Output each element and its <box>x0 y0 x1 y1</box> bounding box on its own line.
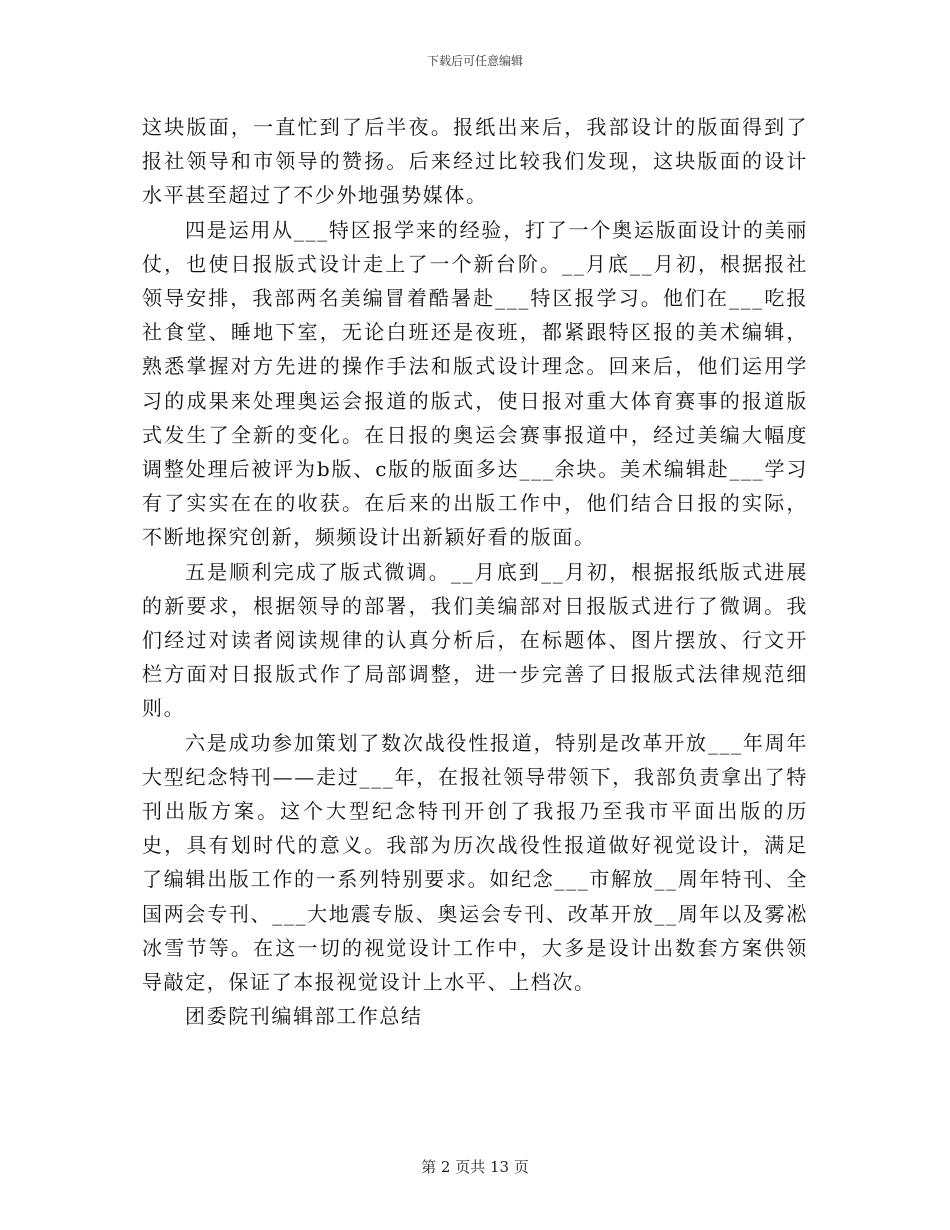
paragraph-point-five: 五是顺利完成了版式微调。__月底到__月初，根据报纸版式进展的新要求，根据领导的部署，我们美编部对日报版式进行了微调。我们经过对读者阅读规律的认真分析后，在标题体、图片摆放、行文开栏方面对日报版式作了局部调整，进一步完善了日报版式法律规范细则。 <box>142 559 808 721</box>
paragraph-continuation: 这块版面，一直忙到了后半夜。报纸出来后，我部设计的版面得到了报社领导和市领导的赞扬。后来经过比较我们发现，这块版面的设计水平甚至超过了不少外地强势媒体。 <box>142 115 808 208</box>
paragraph-point-four: 四是运用从___特区报学来的经验，打了一个奥运版面设计的美丽仗，也使日报版式设计走上了一个新台阶。__月底__月初，根据报社领导安排，我部两名美编冒着酷暑赴___特区报学习。他们在___吃报社食堂、睡地下室，无论白班还是夜班，都紧跟特区报的美术编辑，熟悉掌握对方先进的操作手法和版式设计理念。回来后，他们运用学习的成果来处理奥运会报道的版式，使日报对重大体育赛事的报道版式发生了全新的变化。在日报的奥运会赛事报道中，经过美编大幅度调整处理后被评为b版、c版的版面多达___余块。美术编辑赴___学习有了实实在在的收获。在后来的出版工作中，他们结合日报的实际，不断地探究创新，频频设计出新颖好看的版面。 <box>142 217 808 550</box>
page-header: 下载后可任意编辑 <box>426 54 523 68</box>
section-title: 团委院刊编辑部工作总结 <box>185 1004 423 1029</box>
document-body <box>142 110 808 1033</box>
page-number: 第 2 页共 13 页 <box>421 1158 529 1176</box>
paragraph-point-six: 六是成功参加策划了数次战役性报道，特别是改革开放___年周年大型纪念特刊——走过___年，在报社领导带领下，我部负责拿出了特刊出版方案。这个大型纪念特刊开创了我报乃至我市平面出版的历史，具有划时代的意义。我部为历次战役性报道做好视觉设计，满足了编辑出版工作的一系列特别要求。如纪念___市解放__周年特刊、全国两会专刊、___大地震专版、奥运会专刊、改革开放__周年以及雾凇冰雪节等。在这一切的视觉设计工作中，大多是设计出数套方案供领导敲定，保证了本报视觉设计上水平、上档次。 <box>142 730 808 995</box>
